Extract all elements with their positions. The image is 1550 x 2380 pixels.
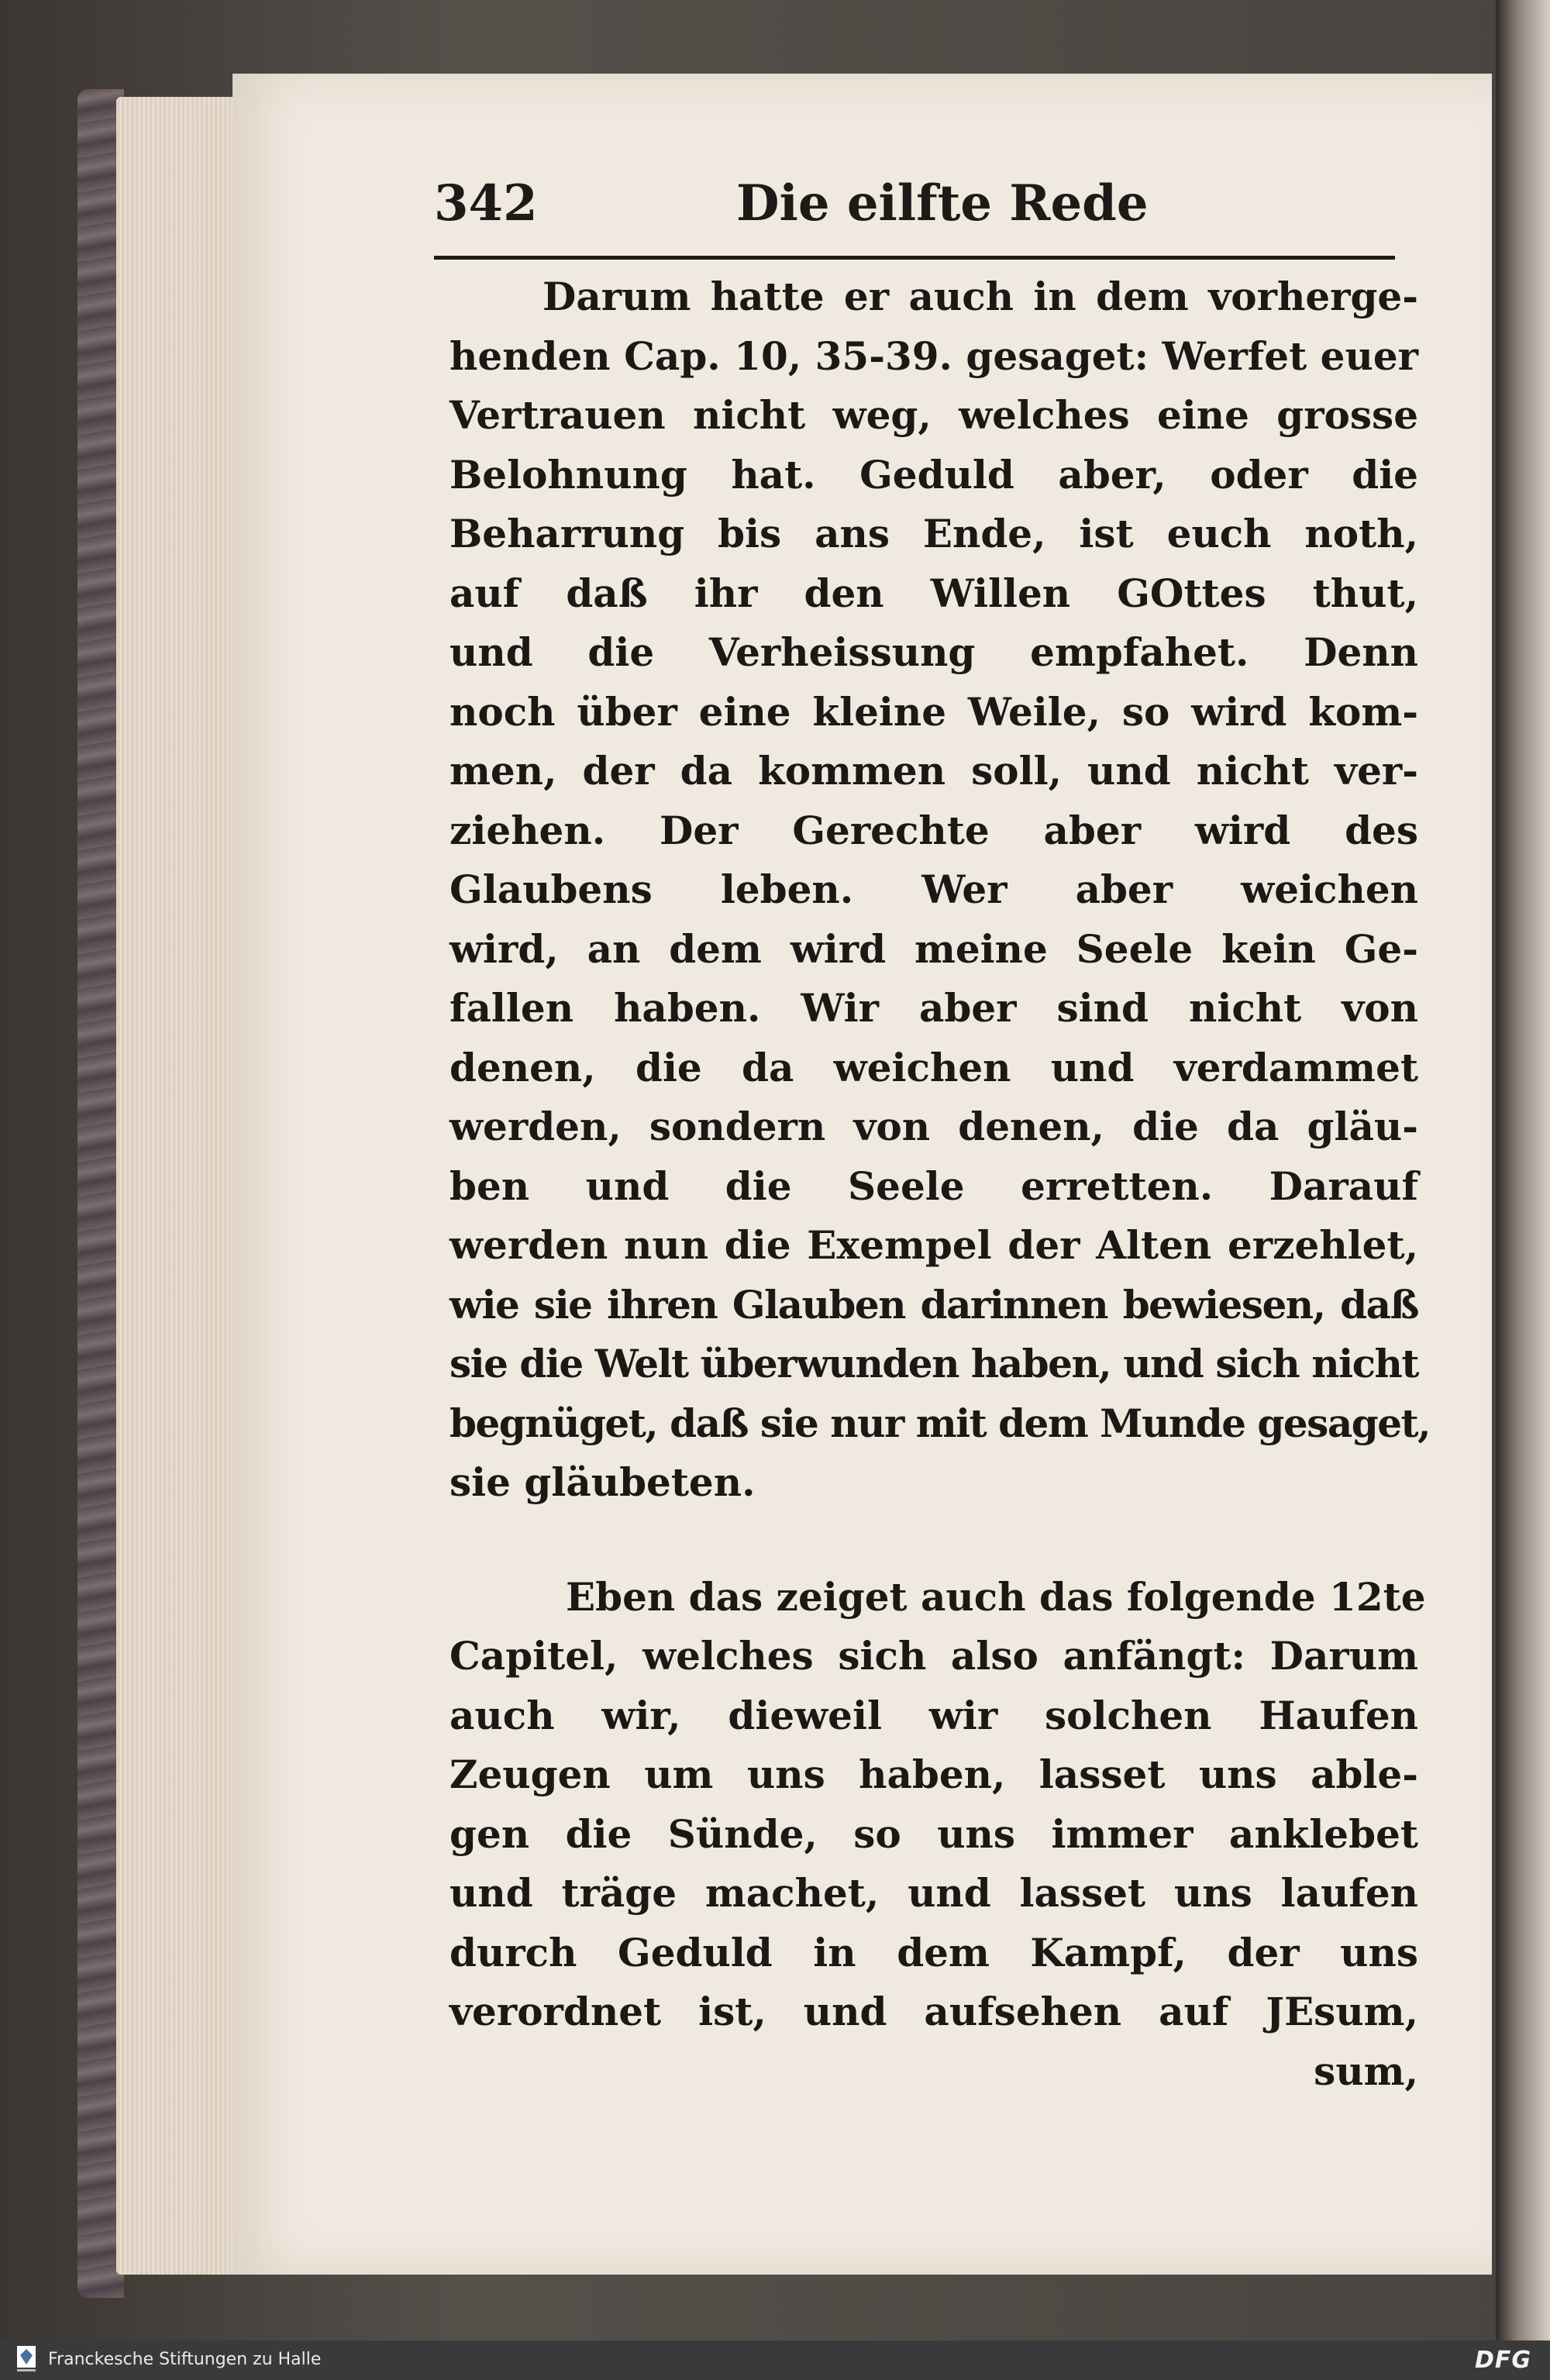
text-line: Belohnung hat. Geduld aber, oder die [450,451,1418,498]
text-line: auf daß ihr den Willen GOttes thut, [450,570,1418,616]
text-line: Darum hatte er auch in dem vorherge- [542,274,1418,319]
text-line: Vertrauen nicht weg, welches eine grosse [450,392,1418,438]
text-line: Glaubens leben. Wer aber weichen [450,866,1418,912]
text-line: henden Cap. 10, 35-39. gesaget: Werfet euer [450,332,1418,379]
text-line: Eben das zeiget auch das folgende 12te [566,1573,1426,1620]
text-line: und die Verheissung empfahet. Denn [450,629,1418,675]
paragraph-gap [450,1513,1418,1568]
text-line: sie gläubeten. [450,1459,756,1505]
text-line: Capitel, welches sich also anfängt: Darum [450,1633,1418,1679]
footer-bar [0,2340,1550,2380]
paragraph-2 [450,1568,1426,2042]
text-line: Beharrung bis ans Ende, ist euch noth, [450,511,1418,556]
text-line: ziehen. Der Gerechte aber wird des [450,807,1418,853]
text-line: auch wir, dieweil wir solchen Haufen [450,1692,1418,1738]
text-line: ben und die Seele erretten. Darauf [450,1162,1418,1209]
paragraph-1 [450,267,1431,1513]
text-line: werden, sondern von denen, die da gläu- [450,1104,1418,1149]
catchword: sum, [1314,2048,1418,2094]
text-line: werden nun die Exempel der Alten erzehlet, [450,1222,1418,1268]
text-line: und träge machet, und lasset uns laufen [450,1870,1418,1916]
text-line: durch Geduld in dem Kampf, der uns [450,1929,1418,1975]
text-block [450,267,1431,2101]
text-line: noch über eine kleine Weile, so wird kom- [450,688,1418,735]
page-header [434,174,1395,244]
text-line: wird, an dem wird meine Seele kein Ge- [450,925,1418,972]
institution-crest-icon [16,2344,37,2375]
page-number: 342 [434,174,538,232]
dfg-logo: DFG [1474,2347,1531,2374]
institution-label: Franckesche Stiftungen zu Halle [48,2350,322,2369]
text-line: men, der da kommen soll, und nicht ver- [450,748,1418,794]
text-line: fallen haben. Wir aber sind nicht von [450,985,1418,1031]
text-line: verordnet ist, und aufsehen auf JEsum, [450,1989,1418,2034]
text-line: Zeugen um uns haben, lasset uns able- [450,1751,1418,1797]
text-line: wie sie ihren Glauben darinnen bewiesen, daß [450,1281,1418,1328]
header-rule [434,256,1395,260]
text-line: gen die Sünde, so uns immer anklebet [450,1810,1418,1857]
facing-page-edge [1496,0,1550,2340]
text-line: begnüget, daß sie nur mit dem Munde gesaget, [450,1400,1431,1446]
running-head: Die eilfte Rede [736,174,1149,232]
text-line: sie die Welt überwunden haben, und sich nicht [450,1341,1418,1386]
text-line: denen, die da weichen und verdammet [450,1044,1418,1090]
